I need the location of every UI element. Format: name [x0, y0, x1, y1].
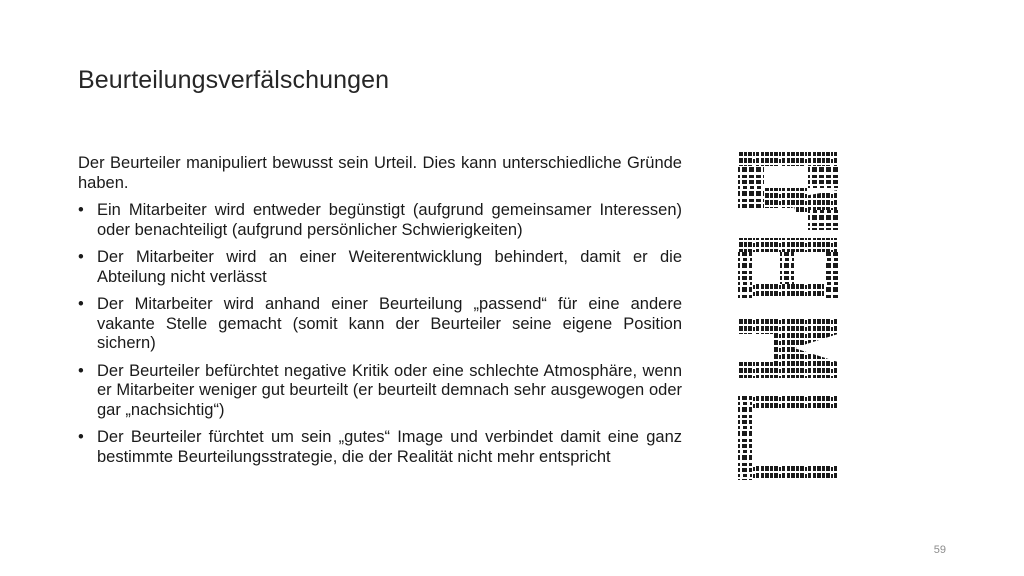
bullet-dot: •	[78, 248, 84, 266]
intro-text: Der Beurteiler manipuliert bewusst sein Urteil. Dies kann unterschiedliche Gründe haben.	[78, 154, 682, 192]
slide-body	[78, 154, 682, 475]
letter-a-shape	[738, 318, 838, 378]
bullet-dot: •	[78, 295, 84, 313]
letter-r-shape	[738, 152, 838, 230]
list-item	[78, 428, 682, 467]
letter-l-shape	[738, 396, 838, 480]
bullet-list	[78, 201, 682, 467]
bullet-text: Der Mitarbeiter wird an einer Weiterentwicklung behindert, damit er die Abteilung nicht verlässt	[97, 248, 682, 286]
bullet-text: Der Beurteiler befürchtet negative Kritik oder eine schlechte Atmosphäre, wenn er Mitarbeiter weniger gut beurteilt (er beurteilt demnach sehr ausgewogen oder gar „nachsichtig“)	[97, 361, 682, 419]
list-item	[78, 295, 682, 354]
list-item	[78, 201, 682, 240]
bullet-text: Der Beurteiler fürchtet um sein „gutes“ Image und verbindet damit eine ganz bestimmte Beurteilungsstrategie, die der Realität nicht mehr entspricht	[97, 428, 682, 466]
bullet-text: Ein Mitarbeiter wird entweder begünstigt (aufgrund gemeinsamer Interessen) oder benachteiligt (aufgrund persönlicher Schwierigkeiten)	[97, 201, 682, 239]
letter-e-shape	[738, 238, 838, 298]
slide-title: Beurteilungsverfälschungen	[78, 66, 390, 94]
bullet-dot: •	[78, 428, 84, 446]
bullet-dot: •	[78, 201, 84, 219]
real-fake-typography-icon	[734, 150, 842, 482]
bullet-dot: •	[78, 361, 84, 380]
page-number: 59	[933, 544, 946, 556]
bullet-text: Der Mitarbeiter wird anhand einer Beurteilung „passend“ für eine andere vakante Stelle gemacht (somit kann der Beurteiler seine eigene Position sichern)	[97, 295, 682, 352]
list-item	[78, 248, 682, 287]
list-item	[78, 362, 682, 421]
